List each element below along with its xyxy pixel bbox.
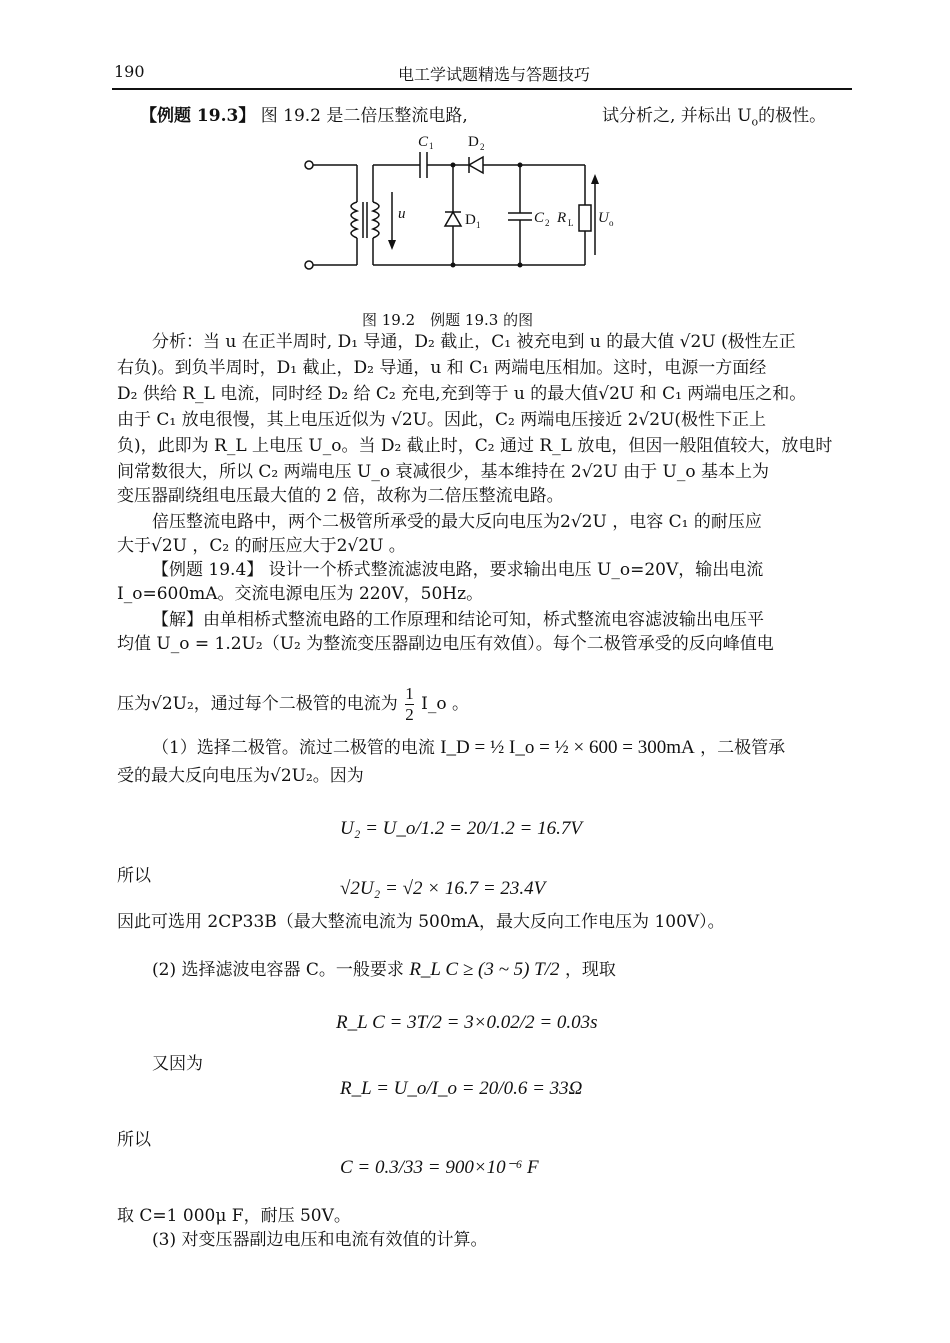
example-text-c: 的极性。 xyxy=(758,106,827,126)
half-numerator: 1 xyxy=(405,684,414,703)
analysis-line-8: 倍压整流电路中，两个二极管所承受的最大反向电压为2√2U ，电容 C₁ 的耐压应 xyxy=(152,512,762,532)
step-2-text-tail: ，现取 xyxy=(564,960,616,980)
example-text-b: 试分析之, 并标出 U xyxy=(602,106,752,126)
step-1-line-1 xyxy=(152,736,785,760)
solution-line-2: 均值 U_o = 1.2U₂（U₂ 为整流变压器副边电压有效值）。每个二极管承受的反向峰值电 xyxy=(117,634,774,654)
analysis-line-1: 分析：当 u 在正半周时, D₁ 导通，D₂ 截止，C₁ 被充电到 u 的最大值 √2U (极性左正 xyxy=(152,332,796,352)
example-19-4-line-2: I_o=600mA。交流电源电压为 220V，50Hz。 xyxy=(117,584,484,604)
equation-rl: R_L = U_o/I_o = 20/0.6 = 33Ω xyxy=(340,1078,583,1099)
diode-d2 xyxy=(469,157,483,173)
input-terminal-bottom xyxy=(305,261,313,269)
example-19-4-line-1: 【例题 19.4】 设计一个桥式整流滤波电路，要求输出电压 U_o=20V，输出电流 xyxy=(152,560,764,580)
diode-d1 xyxy=(445,212,461,226)
equation-rc: R_L C = 3T/2 = 3×0.02/2 = 0.03s xyxy=(336,1012,598,1033)
label-d1-sub: 1 xyxy=(476,220,481,230)
equation-sqrt2-u2: √2U₂ = √2 × 16.7 = 23.4V xyxy=(340,878,546,899)
step-2-line xyxy=(152,958,616,982)
solution-line-1: 【解】由单相桥式整流电路的工作原理和结论可知，桥式整流电容滤波输出电压平 xyxy=(152,610,764,630)
example-19-3-intro xyxy=(140,104,468,128)
resistor-rl xyxy=(579,205,591,231)
uo-subscript: o xyxy=(751,115,759,129)
capacitor-choice: 取 C=1 000μ F，耐压 50V。 xyxy=(117,1206,351,1226)
analysis-line-6: 间常数很大，所以 C₂ 两端电压 U_o 衰减很少，基本维持在 2√2U 由于 U_o 基本上为 xyxy=(117,462,769,482)
label-rl-sub: L xyxy=(568,218,574,228)
analysis-line-2: 右负)。到负半周时，D₁ 截止，D₂ 导通，u 和 C₁ 两端电压相加。这时，电源一方面经 xyxy=(117,358,767,378)
diode-current-equation: I_D = ½ I_o = ½ × 600 = 300mA xyxy=(440,737,695,758)
step-1-text-tail: ，二极管承 xyxy=(700,738,786,758)
running-title: 电工学试题精选与答题技巧 xyxy=(398,65,591,84)
example-text-a: 图 19.2 是二倍压整流电路, xyxy=(260,106,468,126)
solution-line-3-text: 压为√2U₂，通过每个二极管的电流为 xyxy=(117,694,398,714)
transformer-primary xyxy=(351,202,357,238)
header-rule xyxy=(112,88,852,90)
label-c1-sub: 1 xyxy=(429,141,434,151)
label-uo: U xyxy=(598,210,609,226)
page-number: 190 xyxy=(114,62,145,81)
figure-caption: 图 19.2 例题 19.3 的图 xyxy=(362,311,534,329)
therefore-2: 所以 xyxy=(117,1130,151,1150)
half-fraction xyxy=(405,684,414,725)
therefore-1: 所以 xyxy=(117,866,151,886)
analysis-line-7: 变压器副绕组电压最大值的 2 倍，故称为二倍压整流电路。 xyxy=(117,486,564,506)
label-uo-sub: o xyxy=(609,218,614,228)
step-3-line: (3) 对变压器副边电压和电流有效值的计算。 xyxy=(152,1230,488,1250)
label-d2: D xyxy=(468,134,479,150)
analysis-line-9: 大于√2U ，C₂ 的耐压应大于2√2U 。 xyxy=(117,536,406,556)
also-because: 又因为 xyxy=(152,1054,203,1074)
label-d1: D xyxy=(465,212,476,228)
label-d2-sub: 2 xyxy=(480,142,485,152)
analysis-line-4: 由于 C₁ 放电很慢，其上电压近似为 √2U。因此，C₂ 两端电压接近 2√2U(极性下正上 xyxy=(117,410,767,430)
analysis-line-3: D₂ 供给 R_L 电流，同时经 D₂ 给 C₂ 充电,充到等于 u 的最大值√2U 和 C₁ 两端电压之和。 xyxy=(117,384,807,404)
diode-choice: 因此可选用 2CP33B（最大整流电流为 500mA，最大反向工作电压为 100V）。 xyxy=(117,912,725,932)
label-rl: R xyxy=(557,210,567,226)
example-tag: 【例题 19.3】 xyxy=(140,106,256,126)
input-terminal-top xyxy=(305,161,313,169)
step-1-text: （1）选择二极管。流过二极管的电流 xyxy=(152,738,435,758)
io-term: I_o 。 xyxy=(421,694,469,714)
label-c2: C xyxy=(534,210,545,226)
label-c2-sub: 2 xyxy=(545,218,550,228)
equation-u2: U₂ = U_o/1.2 = 20/1.2 = 16.7V xyxy=(340,818,582,839)
analysis-line-5: 负)，此即为 R_L 上电压 U_o。当 D₂ 截止时，C₂ 通过 R_L 放电，但因一般阻值较大，放电时 xyxy=(117,436,833,456)
rc-requirement-equation: R_L C ≥ (3 ~ 5) T/2 xyxy=(409,959,560,980)
half-denominator: 2 xyxy=(405,705,414,724)
example-19-3-intro-cont xyxy=(602,104,826,134)
solution-line-3 xyxy=(117,684,469,725)
equation-c: C = 0.3/33 = 900×10⁻⁶ F xyxy=(340,1157,539,1178)
transformer-secondary xyxy=(373,202,379,238)
label-u: u xyxy=(398,206,406,222)
label-c1: C xyxy=(418,134,429,150)
voltage-doubler-circuit xyxy=(295,130,625,280)
step-2-text: (2) 选择滤波电容器 C。一般要求 xyxy=(152,960,404,980)
step-1-line-2: 受的最大反向电压为√2U₂。因为 xyxy=(117,766,364,786)
